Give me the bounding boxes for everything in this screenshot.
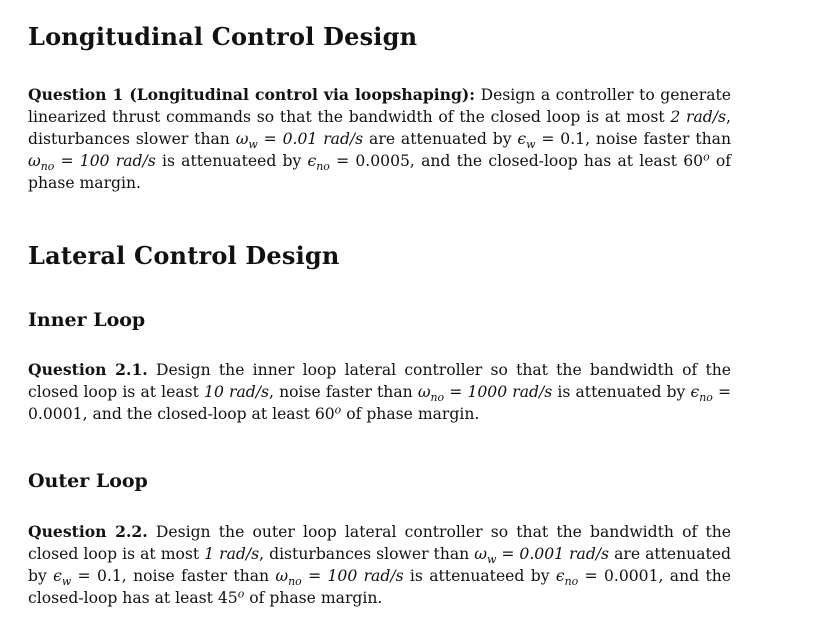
text-run: Design a controller to generate linearized thrust commands so that the bandwidth of the closed loop is at most (28, 86, 731, 126)
epsilon-no-symbol: $\epsilon_{no}$ (690, 383, 713, 404)
phase-margin-value: 45$^o$ (217, 587, 245, 607)
equals-sign: = (578, 567, 604, 585)
equals-sign: = (257, 130, 283, 148)
bandwidth-value: 1 rad/s (204, 545, 260, 563)
omega-no-symbol: $\omega_{no}$ (417, 383, 445, 404)
inner-loop-heading: Inner Loop (28, 309, 146, 331)
phase-margin-value: 60$^o$ (683, 150, 710, 170)
noise-freq-value: 100 rad/s (79, 152, 156, 170)
omega-w-symbol: $\omega_w$ (474, 545, 497, 566)
epsilon-no-symbol: $\epsilon_{no}$ (555, 567, 579, 588)
equals-sign: = (712, 383, 732, 401)
epsilon-w-symbol: $\epsilon_w$ (517, 130, 536, 151)
question-1-paragraph (28, 84, 731, 194)
text-run: , disturbances slower than (28, 108, 731, 148)
text-run: is attenuated by (552, 383, 691, 401)
outer-loop-heading: Outer Loop (28, 470, 148, 492)
text-run: Design the outer loop lateral controller so that the bandwidth of the closed loop is at most (28, 523, 731, 563)
question-1-label: Question 1 (Longitudinal control via loopshaping): (28, 85, 476, 104)
equals-sign: = (301, 567, 328, 585)
text-run: of phase margin. (28, 152, 732, 192)
equals-sign: = (535, 130, 561, 148)
noise-freq-value: 1000 rad/s (467, 383, 553, 401)
disturbance-freq-value: 0.001 rad/s (519, 545, 610, 563)
disturbance-attenuation-value: 0.1 (560, 130, 586, 148)
omega-no-symbol: $\omega_{no}$ (275, 567, 302, 588)
noise-attenuation-value: 0.0001 (28, 405, 83, 423)
text-run: Design the inner loop lateral controller so that the bandwidth of the closed loop is at least (28, 361, 731, 401)
noise-attenuation-value: 0.0001 (603, 567, 659, 585)
lateral-heading: Lateral Control Design (28, 241, 340, 270)
epsilon-w-symbol: $\epsilon_w$ (53, 567, 72, 588)
text-run: is attenuateed by (155, 152, 308, 170)
text-run: , and the closed-loop has at least (28, 567, 732, 607)
equals-sign: = (71, 567, 97, 585)
phase-margin-value: 60$^o$ (314, 403, 342, 423)
text-run: of phase margin. (244, 589, 383, 607)
omega-w-symbol: $\omega_w$ (235, 130, 258, 151)
text-run: , and the closed-loop at least (82, 405, 315, 423)
question-2-2-paragraph (28, 521, 731, 609)
question-2-2-label: Question 2.2. (28, 522, 148, 541)
noise-freq-value: 100 rad/s (327, 567, 404, 585)
text-run: , noise faster than (585, 130, 731, 148)
equals-sign: = (54, 152, 80, 170)
text-run: is attenuateed by (403, 567, 556, 585)
question-2-1-paragraph (28, 359, 731, 425)
text-run: of phase margin. (341, 405, 480, 423)
equals-sign: = (329, 152, 356, 170)
text-run: , and the closed-loop has at least (409, 152, 684, 170)
disturbance-freq-value: 0.01 rad/s (282, 130, 364, 148)
text-run: are attenuated by (363, 130, 518, 148)
text-run: , noise faster than (121, 567, 276, 585)
disturbance-attenuation-value: 0.1 (96, 567, 122, 585)
longitudinal-heading: Longitudinal Control Design (28, 22, 418, 51)
bandwidth-value: 10 rad/s (204, 383, 270, 401)
bandwidth-value: 2 rad/s (670, 108, 727, 126)
epsilon-no-symbol: $\epsilon_{no}$ (307, 152, 330, 173)
question-2-1-label: Question 2.1. (28, 360, 148, 379)
text-run: , noise faster than (269, 383, 418, 401)
noise-attenuation-value: 0.0005 (355, 152, 410, 170)
equals-sign: = (496, 545, 520, 563)
omega-no-symbol: $\omega_{no}$ (28, 152, 55, 173)
equals-sign: = (444, 383, 468, 401)
text-run: , disturbances slower than (259, 545, 475, 563)
text-run: are attenuated by (28, 545, 731, 585)
